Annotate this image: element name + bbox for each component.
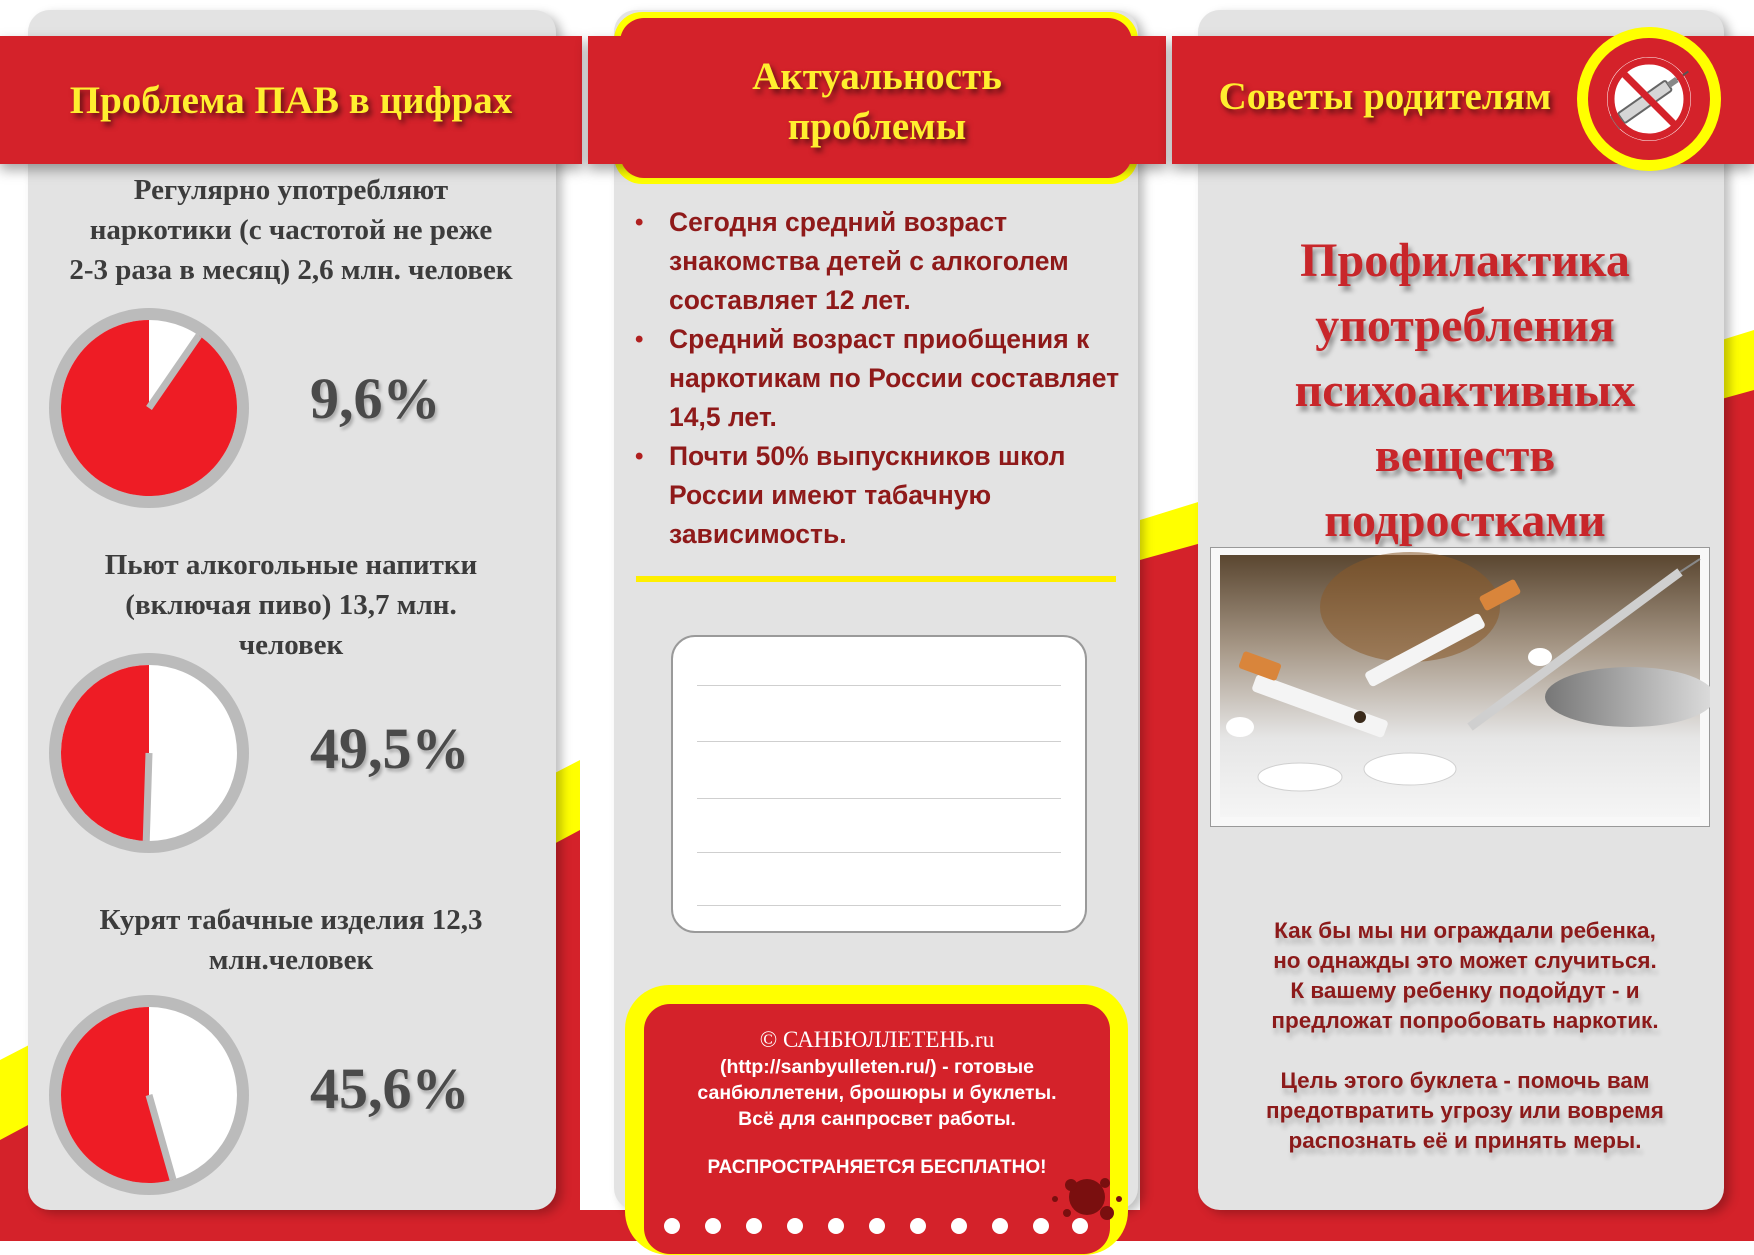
note-line bbox=[697, 741, 1061, 742]
note-line bbox=[697, 905, 1061, 906]
middle-title-line-1: Актуальность bbox=[752, 55, 1002, 98]
main-title-line: Профилактика bbox=[1300, 234, 1630, 287]
main-title-line: употребления bbox=[1315, 299, 1615, 352]
advice-line: предотвратить угрозу или вовремя bbox=[1266, 1098, 1664, 1123]
ink-splat-icon bbox=[1045, 1155, 1125, 1235]
stat-caption-line: человек bbox=[238, 629, 344, 661]
stat-value-alcohol: 49,5% bbox=[310, 716, 470, 781]
right-panel-title: Советы родителям bbox=[1218, 75, 1552, 118]
fact-text: Почти 50% выпускников школ России имеют табачную зависимость. bbox=[669, 441, 1066, 549]
promo-line: санбюллетени, брошюры и буклеты. bbox=[697, 1082, 1057, 1104]
advice-line: Цель этого буклета - помочь вам bbox=[1280, 1068, 1650, 1093]
pie-chart-tobacco bbox=[44, 990, 254, 1200]
main-title-line: подростками bbox=[1324, 494, 1606, 547]
bullet: • bbox=[635, 326, 644, 353]
facts-list bbox=[633, 203, 1133, 554]
cigarettes-pills-syringe-photo bbox=[1210, 547, 1710, 827]
bullet: • bbox=[635, 209, 644, 236]
pie-chart-alcohol bbox=[44, 648, 254, 858]
no-drugs-icon bbox=[1575, 25, 1723, 173]
stat-caption-drugs bbox=[36, 170, 546, 290]
advice-line: распознать её и принять меры. bbox=[1288, 1128, 1642, 1153]
stat-value-drugs: 9,6% bbox=[310, 366, 441, 431]
stat-caption-tobacco bbox=[36, 900, 546, 980]
notes-box[interactable] bbox=[671, 635, 1087, 933]
stat-caption-line: Пьют алкогольные напитки bbox=[104, 549, 478, 581]
left-panel-title: Проблема ПАВ в цифрах bbox=[69, 79, 513, 122]
stat-caption-line: млн.человек bbox=[208, 944, 374, 976]
promo-copyright: © САНБЮЛЛЕТЕНЬ.ru bbox=[759, 1027, 995, 1052]
middle-panel-title bbox=[600, 52, 1154, 152]
promo-line: Всё для санпросвет работы. bbox=[738, 1108, 1016, 1130]
note-line bbox=[697, 685, 1061, 686]
stat-caption-alcohol bbox=[36, 545, 546, 665]
advice-line: но однажды это может случиться. bbox=[1273, 948, 1657, 973]
stat-caption-line: наркотики (с частотой не реже bbox=[89, 214, 493, 246]
fact-item bbox=[633, 203, 1133, 320]
main-title-line: психоактивных веществ bbox=[1294, 364, 1636, 482]
stat-value-tobacco: 45,6% bbox=[310, 1056, 470, 1121]
stat-caption-line: Регулярно употребляют bbox=[133, 174, 449, 206]
dots-row bbox=[660, 1216, 1090, 1236]
booklet-main-title bbox=[1205, 228, 1725, 553]
advice-line: предложат попробовать наркотик. bbox=[1271, 1008, 1659, 1033]
advice-line: К вашему ребенку подойдут - и bbox=[1290, 978, 1640, 1003]
fact-text: Сегодня средний возраст знакомства детей с алкоголем составляет 12 лет. bbox=[669, 207, 1069, 315]
note-line bbox=[697, 798, 1061, 799]
advice-paragraph-2 bbox=[1218, 1066, 1712, 1156]
promo-free-label: РАСПРОСТРАНЯЕТСЯ БЕСПЛАТНО! bbox=[707, 1157, 1047, 1178]
promo-description bbox=[660, 1054, 1094, 1132]
bullet: • bbox=[635, 443, 644, 470]
note-line bbox=[697, 852, 1061, 853]
fact-text: Средний возраст приобщения к наркотикам по России составляет 14,5 лет. bbox=[669, 324, 1120, 432]
promo-link-line[interactable]: (http://sanbyulleten.ru/) - готовые bbox=[720, 1056, 1034, 1078]
advice-paragraph-1 bbox=[1218, 916, 1712, 1036]
stat-caption-line: (включая пиво) 13,7 млн. bbox=[125, 589, 457, 621]
pie-chart-drugs bbox=[44, 303, 254, 513]
stat-caption-line: 2-3 раза в месяц) 2,6 млн. человек bbox=[69, 254, 513, 286]
pie-divider bbox=[146, 753, 149, 841]
yellow-divider bbox=[636, 576, 1116, 582]
stat-caption-line: Курят табачные изделия 12,3 bbox=[99, 904, 483, 936]
fact-item bbox=[633, 320, 1133, 437]
fact-item bbox=[633, 437, 1133, 554]
advice-line: Как бы мы ни ограждали ребенка, bbox=[1274, 918, 1656, 943]
middle-title-line-2: проблемы bbox=[787, 105, 967, 148]
